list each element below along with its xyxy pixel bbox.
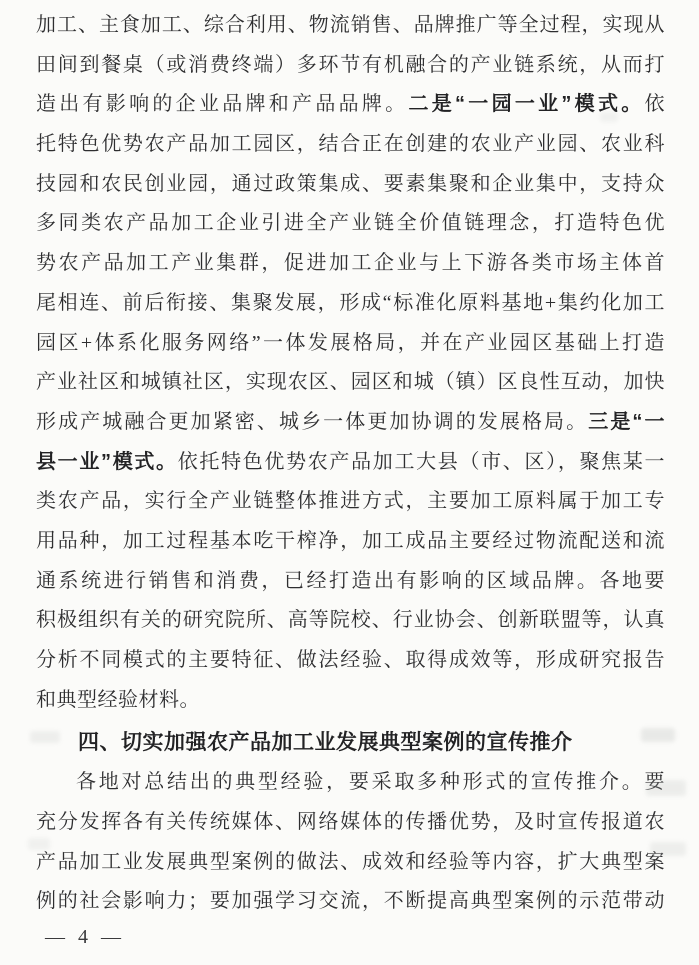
text-segment: 形成产城融合更加紧密、城乡一体更加协调的发展格局。 [36,410,589,433]
paragraph-development-models [36,6,665,720]
scan-artifact [650,842,686,856]
text-line [36,324,665,364]
text-line [36,681,665,721]
section-heading: 四、切实加强农产品加工业发展典型案例的宣传推介 [78,731,573,755]
text-line [36,363,665,403]
text-segment: 例的社会影响力；要加强学习交流，不断提高典型案例的示范带动 [36,890,665,913]
text-segment: 田间到餐桌（或消费终端）多环节有机融合的产业链系统，从而打 [36,53,665,76]
text-segment: 积极组织有关的研究院所、高等院校、行业协会、创新联盟等，认真 [36,609,665,632]
text-line [36,284,665,324]
document-body [36,6,665,922]
text-segment: 势农产品加工产业集群，促进加工企业与上下游各类市场主体首 [36,252,665,275]
text-line [36,843,665,883]
text-line [36,482,665,522]
text-segment: 分析不同模式的主要特征、做法经验、取得成效等，形成研究报告 [36,649,665,671]
text-line [36,125,665,165]
text-line [36,85,665,125]
text-segment: 产业社区和城镇社区，实现农区、园区和城（镇）区良性互动，加快 [36,371,665,394]
text-line [36,522,665,562]
scan-artifact [646,780,686,796]
text-line [36,6,665,46]
scan-artifact [600,112,618,122]
text-segment: 各地对总结出的典型经验，要采取多种形式的宣传推介。要 [76,771,665,794]
text-line [36,562,665,602]
text-segment: 尾相连、前后衔接、集聚发展，形成“标准化原料基地+集约化加工 [36,291,665,314]
text-segment: 加工、主食加工、综合利用、物流销售、品牌推广等全过程，实现从 [36,14,665,36]
text-segment: 产品加工业发展典型案例的做法、成效和经验等内容，扩大典型案 [36,850,665,873]
text-segment: 通系统进行销售和消费，已经打造出有影响的区域品牌。各地要 [36,569,665,592]
text-line [36,803,665,843]
text-line [36,443,665,483]
scan-artifact [641,728,675,742]
bold-text-segment: 县一业”模式。 [36,450,178,473]
text-segment: 充分发挥各有关传统媒体、网络媒体的传播优势，及时宣传报道农 [36,811,665,834]
text-line [36,46,665,86]
text-segment: 园区+体系化服务网络”一体发展格局，并在产业园区基础上打造 [36,331,665,354]
text-line [36,882,665,922]
text-line [36,204,665,244]
text-segment: 类农产品，实行全产业链整体推进方式，主要加工原料属于加工专 [36,490,665,513]
text-segment: 依 [644,93,665,116]
text-line [36,403,665,443]
text-line [36,641,665,681]
text-segment: 托特色优势农产品加工园区，结合正在创建的农业产业园、农业科 [36,133,665,156]
paragraph-promotion [36,763,665,922]
text-segment: 用品种，加工过程基本吃干榨净，加工成品主要经过物流配送和流 [36,529,665,552]
text-line [36,165,665,205]
scan-artifact [30,731,60,743]
text-segment: 技园和农民创业园，通过政策集成、要素集聚和企业集中，支持众 [36,172,665,195]
text-line [36,601,665,641]
text-segment: 造出有影响的企业品牌和产品品牌。 [36,93,409,116]
text-segment: 和典型经验材料。 [36,688,200,711]
text-line [36,763,665,803]
text-segment: 多同类农产品加工企业引进全产业链全价值链理念，打造特色优 [36,212,665,235]
text-segment: 依托特色优势农产品加工大县（市、区），聚焦某一 [177,450,665,473]
text-line [36,244,665,284]
page-number: — 4 — [45,926,125,948]
bold-text-segment: 二是“一园一业”模式。 [408,93,645,116]
bold-text-segment: 三是“一 [588,410,665,433]
scan-artifact [28,838,50,850]
